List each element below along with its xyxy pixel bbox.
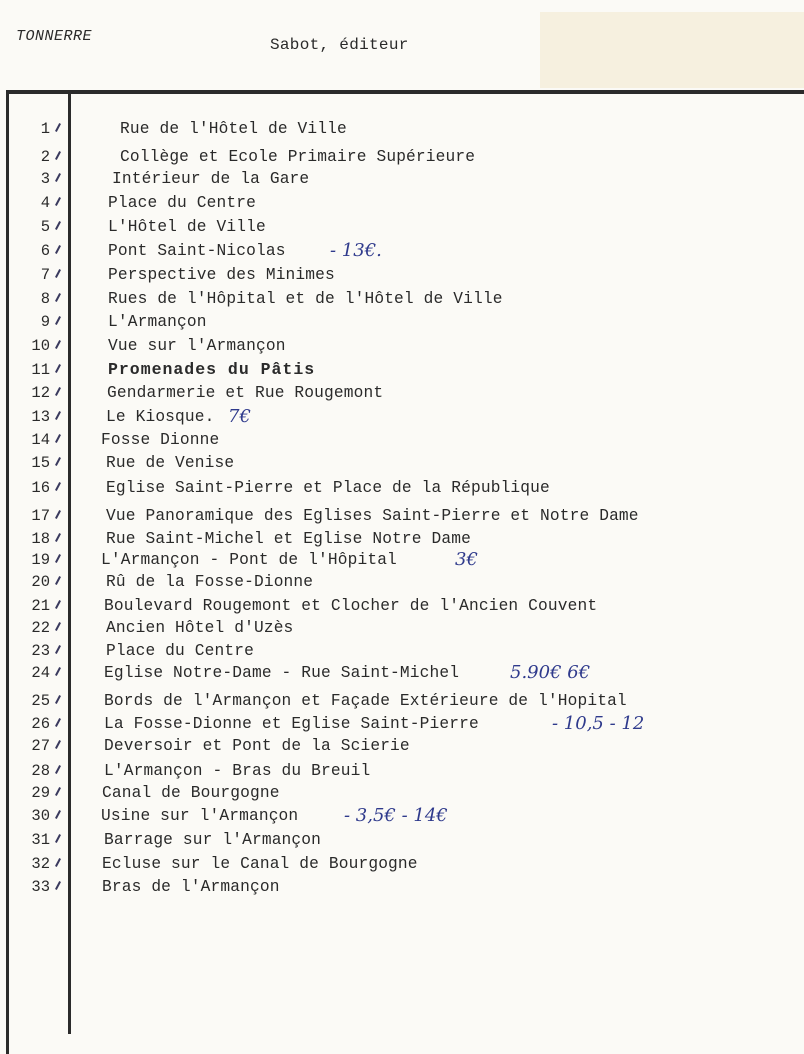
item-number: 30 [31, 807, 50, 825]
item-number: 27 [31, 737, 50, 755]
item-label: Boulevard Rougemont et Clocher de l'Ancien Couvent [104, 597, 598, 615]
check-mark-icon [54, 509, 62, 519]
check-mark-icon [54, 220, 62, 230]
check-mark-icon [54, 739, 62, 749]
item-number: 1 [40, 120, 50, 138]
item-number: 12 [31, 384, 50, 402]
item-number: 2 [40, 148, 50, 166]
item-label: Ecluse sur le Canal de Bourgogne [102, 855, 418, 873]
check-mark-icon [54, 644, 62, 654]
check-mark-icon [54, 599, 62, 609]
check-mark-icon [54, 575, 62, 585]
list-item [0, 264, 804, 286]
item-label: L'Armançon - Pont de l'Hôpital [101, 551, 397, 569]
list-item [0, 359, 804, 381]
list-item [0, 735, 804, 757]
check-mark-icon [54, 386, 62, 396]
check-mark-icon [54, 363, 62, 373]
handwritten-price-note: - 3,5€ - 14€ [344, 805, 448, 826]
item-label: Barrage sur l'Armançon [104, 831, 322, 849]
item-label: Bras de l'Armançon [102, 878, 280, 896]
list-item [0, 549, 804, 571]
city-heading: TONNERRE [16, 28, 93, 45]
item-label: L'Hôtel de Ville [108, 218, 266, 236]
list-item [0, 406, 804, 428]
list-item [0, 505, 804, 527]
check-mark-icon [54, 456, 62, 466]
list-item [0, 382, 804, 404]
check-mark-icon [54, 339, 62, 349]
list-item [0, 168, 804, 190]
item-label: Intérieur de la Gare [112, 170, 310, 188]
item-label: La Fosse-Dionne et Eglise Saint-Pierre [104, 715, 479, 733]
item-label: Place du Centre [108, 194, 256, 212]
item-label: Bords de l'Armançon et Façade Extérieure de l'Hopital [104, 692, 627, 710]
check-mark-icon [54, 244, 62, 254]
item-label: L'Armançon - Bras du Breuil [104, 762, 371, 780]
item-label: Canal de Bourgogne [102, 784, 280, 802]
item-label: Fosse Dionne [101, 431, 220, 449]
item-number: 7 [40, 266, 50, 284]
list-item [0, 760, 804, 782]
list-item [0, 429, 804, 451]
item-label: Rue de Venise [106, 454, 235, 472]
list-item [0, 192, 804, 214]
item-label: Le Kiosque. [106, 408, 215, 426]
check-mark-icon [54, 880, 62, 890]
item-label: Perspective des Minimes [108, 266, 335, 284]
list-item [0, 311, 804, 333]
list-item [0, 662, 804, 684]
check-mark-icon [54, 315, 62, 325]
item-number: 20 [31, 573, 50, 591]
item-number: 29 [31, 784, 50, 802]
handwritten-price-note: - 10,5 - 12 [552, 713, 645, 734]
list-item [0, 335, 804, 357]
list-item [0, 571, 804, 593]
item-label: Deversoir et Pont de la Scierie [104, 737, 410, 755]
item-label: Vue sur l'Armançon [108, 337, 286, 355]
item-number: 10 [31, 337, 50, 355]
item-label: Eglise Saint-Pierre et Place de la République [106, 479, 550, 497]
item-number: 21 [31, 597, 50, 615]
check-mark-icon [54, 764, 62, 774]
check-mark-icon [54, 786, 62, 796]
list-item [0, 617, 804, 639]
item-number: 17 [31, 507, 50, 525]
item-number: 5 [40, 218, 50, 236]
check-mark-icon [54, 553, 62, 563]
item-number: 33 [31, 878, 50, 896]
item-number: 22 [31, 619, 50, 637]
item-label: Rue de l'Hôtel de Ville [120, 120, 347, 138]
list-item [0, 216, 804, 238]
item-number: 32 [31, 855, 50, 873]
check-mark-icon [54, 532, 62, 542]
item-number: 9 [40, 313, 50, 331]
item-label: L'Armançon [108, 313, 207, 331]
check-mark-icon [54, 666, 62, 676]
check-mark-icon [54, 292, 62, 302]
item-number: 16 [31, 479, 50, 497]
item-label: Rû de la Fosse-Dionne [106, 573, 314, 591]
item-number: 11 [31, 361, 50, 379]
check-mark-icon [54, 410, 62, 420]
item-label: Place du Centre [106, 642, 254, 660]
check-mark-icon [54, 833, 62, 843]
list-item [0, 528, 804, 550]
list-item [0, 782, 804, 804]
check-mark-icon [54, 857, 62, 867]
list-item [0, 853, 804, 875]
handwritten-price-note: 7€ [228, 406, 251, 427]
check-mark-icon [54, 809, 62, 819]
check-mark-icon [54, 717, 62, 727]
list-item [0, 477, 804, 499]
list-item [0, 640, 804, 662]
item-number: 28 [31, 762, 50, 780]
list-item [0, 146, 804, 168]
item-number: 15 [31, 454, 50, 472]
check-mark-icon [54, 481, 62, 491]
list-item [0, 452, 804, 474]
check-mark-icon [54, 694, 62, 704]
check-mark-icon [54, 433, 62, 443]
item-number: 25 [31, 692, 50, 710]
check-mark-icon [54, 150, 62, 160]
item-label: Ancien Hôtel d'Uzès [106, 619, 294, 637]
check-mark-icon [54, 268, 62, 278]
handwritten-price-note: 5.90€ 6€ [510, 662, 591, 683]
item-number: 13 [31, 408, 50, 426]
list-item [0, 805, 804, 827]
publisher-heading: Sabot, éditeur [270, 36, 409, 54]
item-label: Usine sur l'Armançon [101, 807, 299, 825]
item-number: 19 [31, 551, 50, 569]
item-label: Gendarmerie et Rue Rougemont [107, 384, 384, 402]
item-number: 14 [31, 431, 50, 449]
item-label: Pont Saint-Nicolas [108, 242, 286, 260]
item-number: 6 [40, 242, 50, 260]
item-label: Eglise Notre-Dame - Rue Saint-Michel [104, 664, 460, 682]
list-item [0, 288, 804, 310]
list-item [0, 690, 804, 712]
item-label: Vue Panoramique des Eglises Saint-Pierre et Notre Dame [106, 507, 639, 525]
list-item [0, 829, 804, 851]
item-label: Rue Saint-Michel et Eglise Notre Dame [106, 530, 471, 548]
item-number: 3 [40, 170, 50, 188]
list-item [0, 595, 804, 617]
handwritten-price-note: 3€ [455, 549, 478, 570]
item-number: 24 [31, 664, 50, 682]
item-label: Collège et Ecole Primaire Supérieure [120, 148, 476, 166]
check-mark-icon [54, 196, 62, 206]
list-item [0, 240, 804, 262]
check-mark-icon [54, 122, 62, 132]
item-number: 18 [31, 530, 50, 548]
item-number: 26 [31, 715, 50, 733]
check-mark-icon [54, 172, 62, 182]
list-item [0, 876, 804, 898]
item-number: 31 [31, 831, 50, 849]
handwritten-price-note: - 13€. [330, 240, 382, 261]
check-mark-icon [54, 621, 62, 631]
item-number: 23 [31, 642, 50, 660]
item-label: Rues de l'Hôpital et de l'Hôtel de Ville [108, 290, 503, 308]
list-item [0, 118, 804, 140]
list-item [0, 713, 804, 735]
item-number: 8 [40, 290, 50, 308]
item-number: 4 [40, 194, 50, 212]
item-label: Promenades du Pâtis [108, 360, 316, 379]
